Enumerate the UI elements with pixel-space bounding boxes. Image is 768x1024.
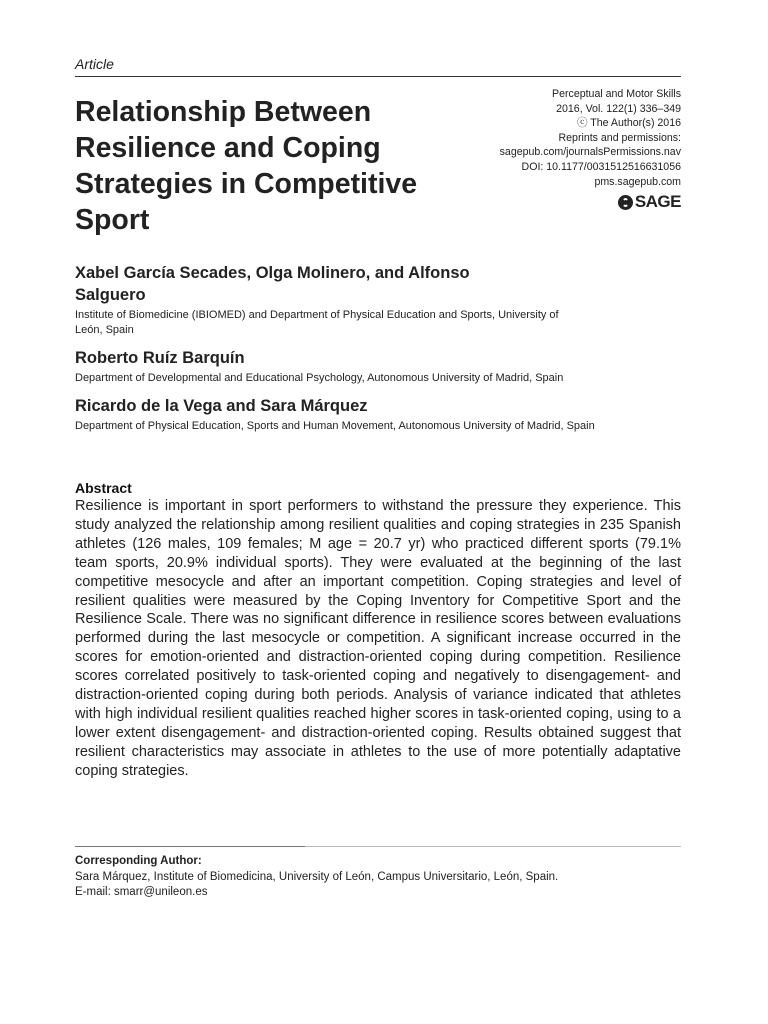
author-affiliation: Department of Developmental and Educational Psychology, Autonomous University of Madrid, Spain xyxy=(75,372,564,384)
doi-link[interactable]: DOI: 10.1177/0031512516631056 xyxy=(521,160,681,173)
journal-info xyxy=(441,87,681,189)
author-affiliation: Institute of Biomedicine (IBIOMED) and Department of Physical Education and Sports, University of León, Spain xyxy=(75,309,559,336)
journal-volume: 2016, Vol. 122(1) 336–349 xyxy=(556,102,681,115)
corresponding-author-address: Sara Márquez, Institute of Biomedicina, University of León, Campus Universitario, León, Spain. xyxy=(75,870,559,883)
article-title: Relationship Between Resilience and Coping Strategies in Competitive Sport xyxy=(75,96,418,236)
author-group xyxy=(75,262,681,338)
article-page xyxy=(75,0,681,1024)
copyright-line: ⓒ The Author(s) 2016 xyxy=(576,117,681,130)
abstract-heading: Abstract xyxy=(75,480,132,496)
corresponding-author-email[interactable]: E-mail: smarr@unileon.es xyxy=(75,886,208,898)
abstract-text: Resilience is important in sport performers to withstand the pressure they experience. This study analyzed the relationship among resilient qualities and coping strategies in 235 Spanish athletes (126 males, 109 females; M age = 20.7 yr) who practiced different sports (79.1% team sports, 20.9% individual sports). They were evaluated at the beginning of the last competitive mesocycle and after an important competition. Coping strategies and level of resilient qualities were measured by the Coping Inventory for Competitive Sport and the Resilience Scale. There was no significant difference in resilience scores between evaluations performed during the last mesocycle or competition. A significant increase occurred in the scores for emotion-oriented and distraction-oriented coping during competition. Resilience scores correlated positively to task-oriented coping and negatively to disengagement- and distraction-oriented coping during both periods. Analysis of variance indicated that athletes with high individual resilient qualities reached higher scores in task-oriented coping, using to a lower extent disengagement- and distraction-oriented coping. Results obtained suggest that resilient characteristics may associate in athletes to the use of more potentially adaptative coping strategies. xyxy=(75,498,681,779)
authors-block xyxy=(75,262,681,443)
sage-logo-icon xyxy=(618,195,633,210)
publisher-logo xyxy=(618,192,681,212)
author-group xyxy=(75,347,681,386)
author-names: Roberto Ruíz Barquín xyxy=(75,349,245,367)
journal-site-link[interactable]: pms.sagepub.com xyxy=(594,175,681,188)
author-names: Ricardo de la Vega and Sara Márquez xyxy=(75,397,368,415)
author-affiliation: Department of Physical Education, Sports and Human Movement, Autonomous University of Madrid, Spain xyxy=(75,420,595,432)
permissions-link[interactable]: sagepub.com/journalsPermissions.nav xyxy=(499,146,681,159)
section-label: Article xyxy=(75,56,114,72)
corresponding-author xyxy=(75,854,681,901)
journal-name: Perceptual and Motor Skills xyxy=(552,88,681,100)
corresponding-author-heading: Corresponding Author: xyxy=(75,855,202,867)
publisher-name: SAGE xyxy=(634,192,681,211)
author-group xyxy=(75,395,681,434)
reprints-label: Reprints and permissions: xyxy=(558,131,681,144)
header-rule xyxy=(75,76,681,77)
footnote-rule-extension xyxy=(305,846,681,847)
footnote-rule xyxy=(75,846,305,847)
abstract-section xyxy=(75,480,681,781)
author-names: Xabel García Secades, Olga Molinero, and Alfonso Salguero xyxy=(75,264,470,304)
